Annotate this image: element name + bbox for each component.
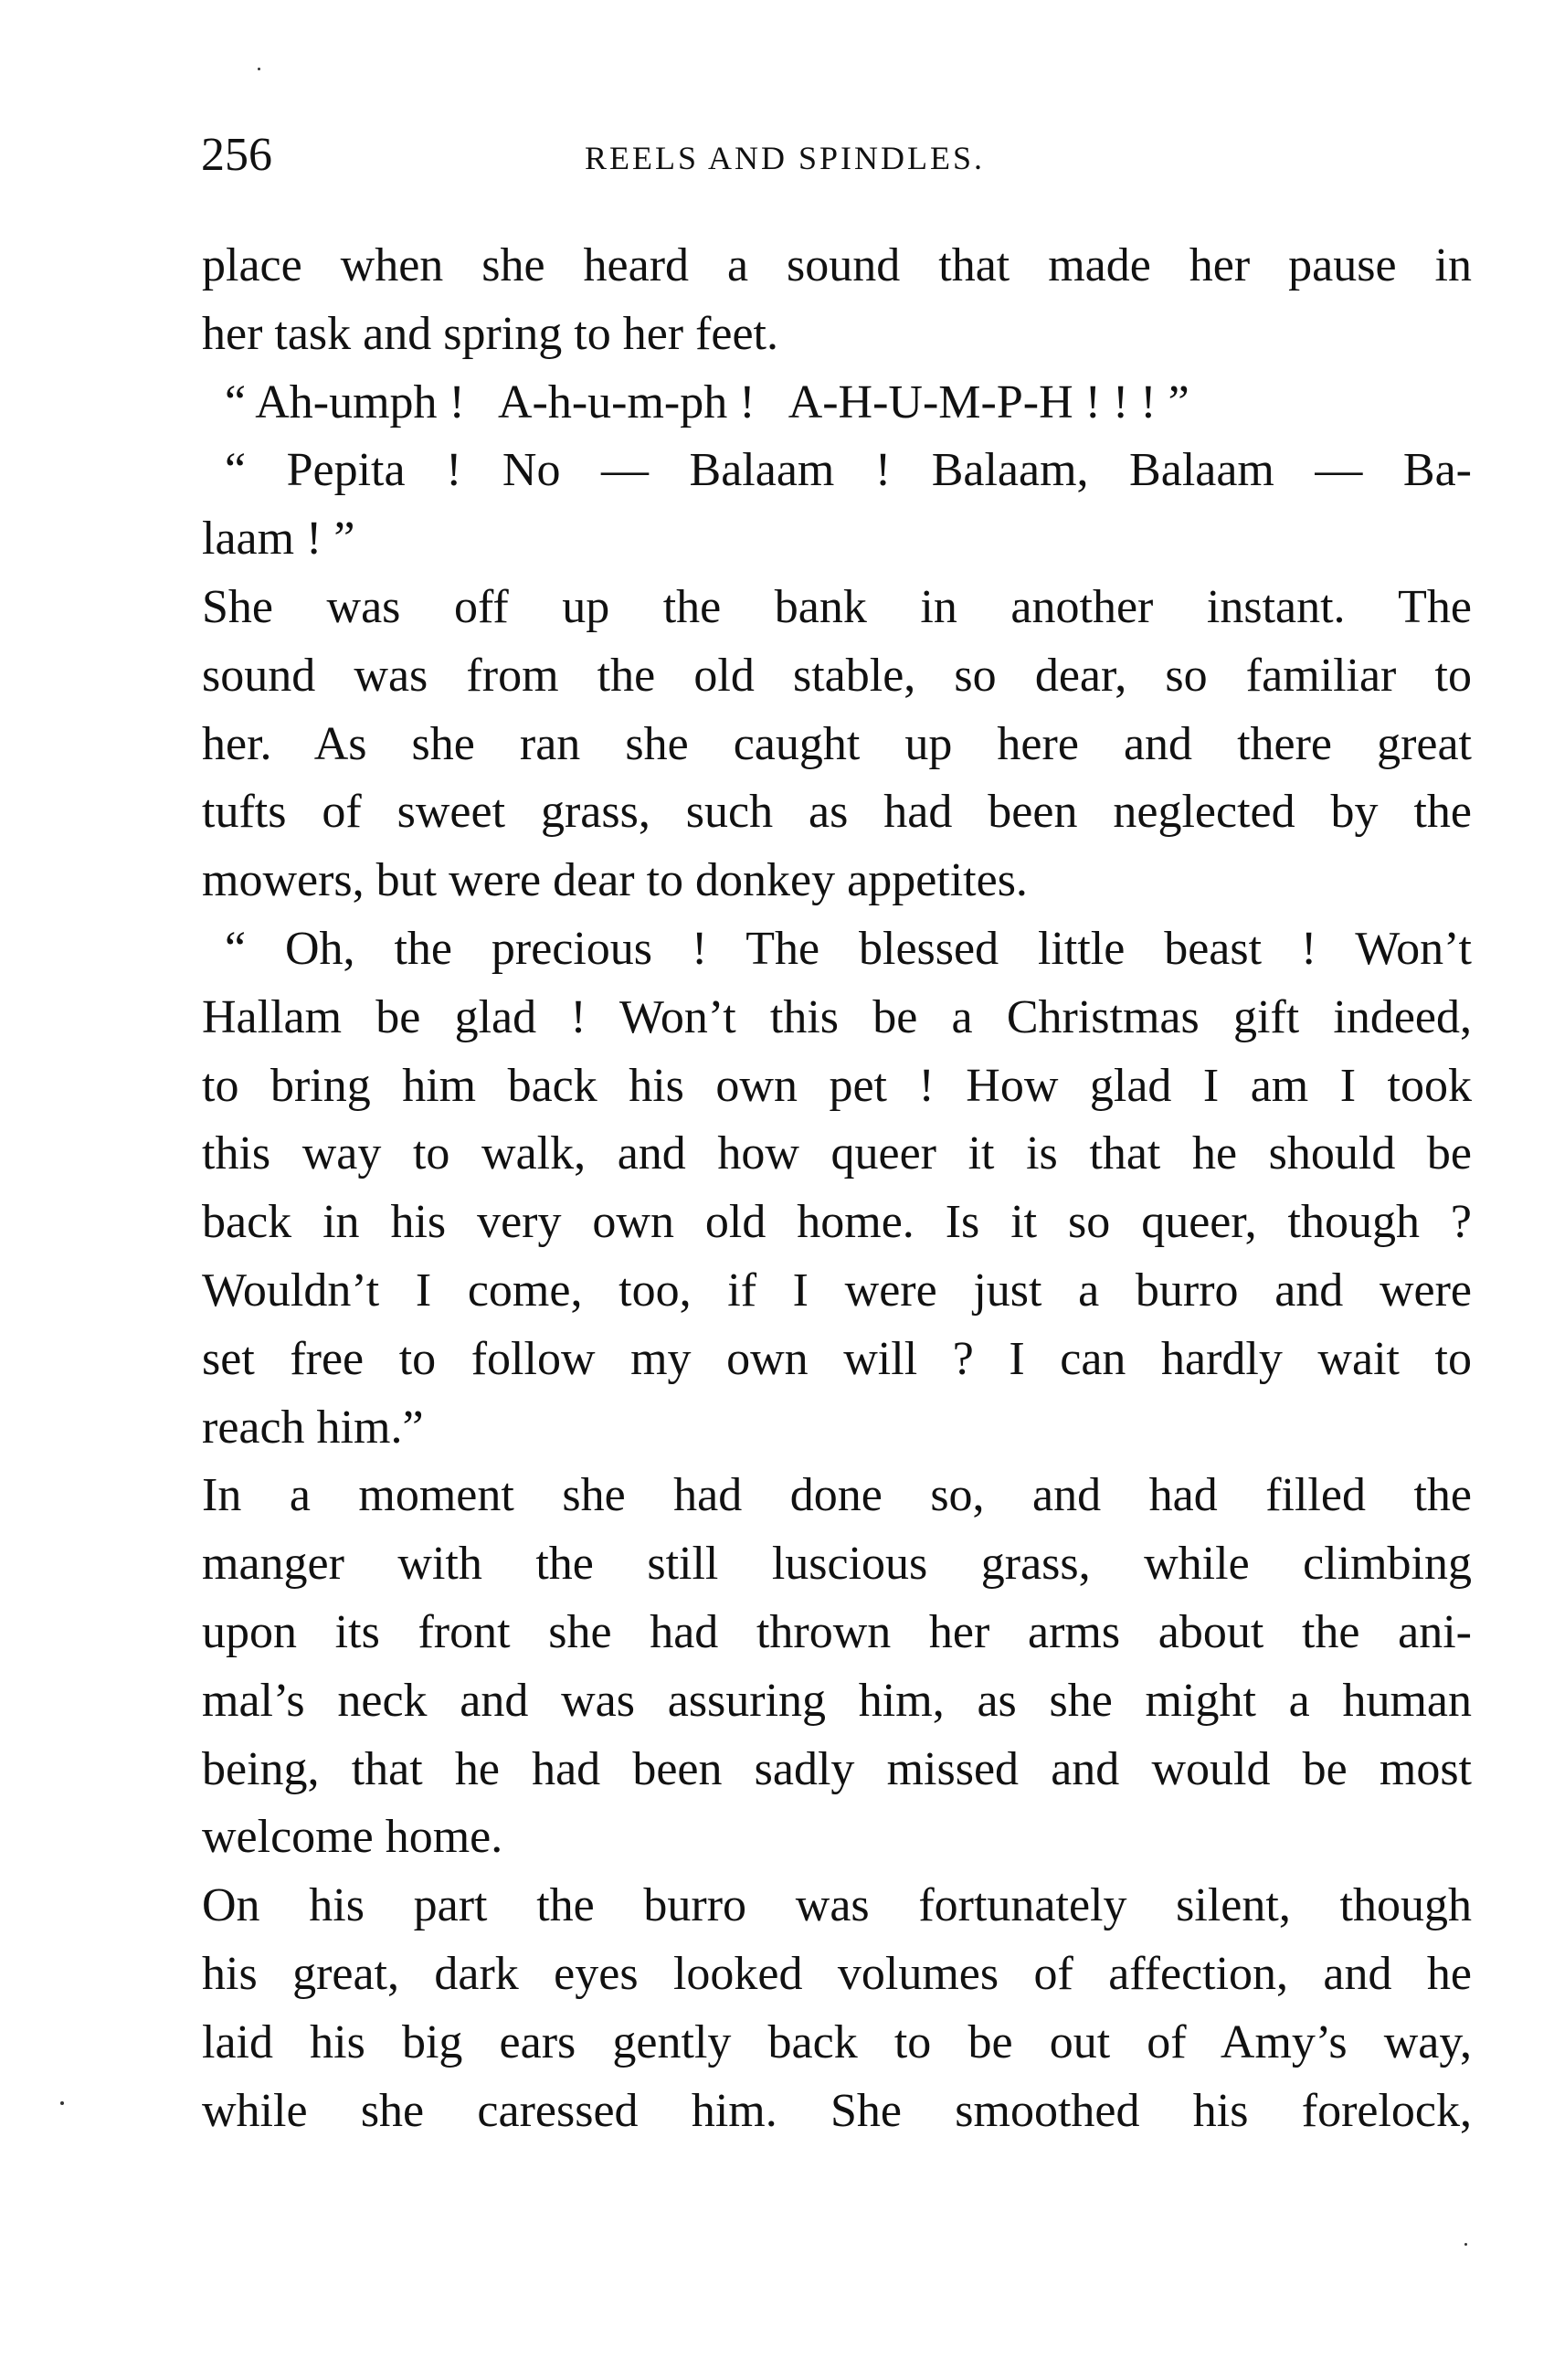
text-line: manger with the still luscious grass, while climbing — [202, 1538, 1472, 1591]
text-line: She was off up the bank in another instant. The — [202, 581, 1472, 633]
text-line: upon its front she had thrown her arms about the ani- — [202, 1606, 1472, 1658]
text-line: mal’s neck and was assuring him, as she might a human — [202, 1674, 1472, 1727]
text-line: Hallam be glad ! Won’t this be a Christmas gift indeed, — [202, 990, 1472, 1043]
text-line: “ Ah-umph ! A-h-u-m-ph ! A-H-U-M-P-H ! ! ! ” — [225, 376, 1189, 428]
text-line: In a moment she had done so, and had filled the — [202, 1469, 1472, 1522]
text-line: laid his big ears gently back to be out of Amy’s way, — [202, 2015, 1472, 2068]
text-line: reach him.” — [202, 1401, 424, 1454]
text-line: “ Oh, the precious ! The blessed little beast ! Won’t — [225, 923, 1472, 975]
page-number: 256 — [201, 129, 272, 181]
running-title: REELS AND SPINDLES. — [585, 140, 986, 176]
text-line: Wouldn’t I come, too, if I were just a burro and were — [202, 1264, 1472, 1317]
text-line: his great, dark eyes looked volumes of affection, and he — [202, 1948, 1472, 2000]
text-line: tufts of sweet grass, such as had been neglected by the — [202, 786, 1472, 839]
text-line: On his part the burro was fortunately silent, though — [202, 1879, 1472, 1932]
text-line: place when she heard a sound that made her pause in — [202, 239, 1472, 291]
scan-speck — [60, 2101, 64, 2105]
text-line: welcome home. — [202, 1811, 503, 1864]
text-line: “ Pepita ! No — Balaam ! Balaam, Balaam — Ba- — [225, 444, 1472, 497]
text-line: being, that he had been sadly missed and would be most — [202, 1742, 1472, 1795]
text-line: back in his very own old home. Is it so queer, though ? — [202, 1196, 1472, 1249]
text-line: to bring him back his own pet ! How glad I am I took — [202, 1059, 1472, 1112]
text-line: laam ! ” — [202, 513, 355, 566]
text-line: her task and spring to her feet. — [202, 307, 779, 360]
text-line: mowers, but were dear to donkey appetites. — [202, 854, 1028, 907]
text-line: while she caressed him. She smoothed his forelock, — [202, 2084, 1472, 2137]
text-line: her. As she ran she caught up here and there great — [202, 717, 1472, 770]
scan-speck — [258, 68, 260, 70]
text-line: this way to walk, and how queer it is that he should be — [202, 1127, 1472, 1180]
text-line: set free to follow my own will ? I can hardly wait to — [202, 1332, 1472, 1385]
text-line: sound was from the old stable, so dear, so familiar to — [202, 649, 1472, 702]
scan-speck — [1464, 2243, 1467, 2246]
